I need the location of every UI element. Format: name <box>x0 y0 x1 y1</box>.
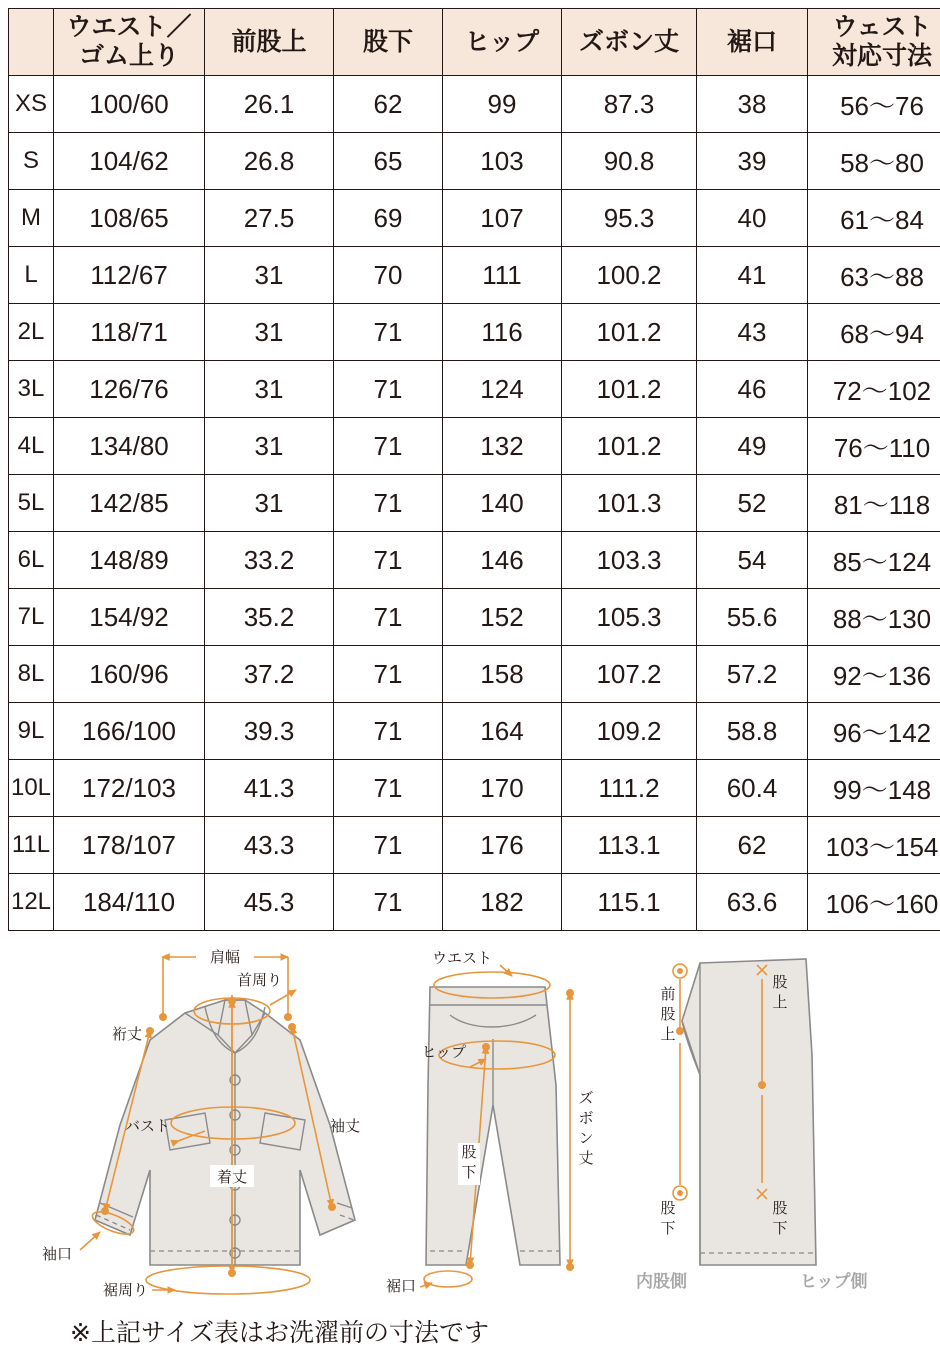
cell-rise: 31 <box>205 247 334 304</box>
cell-rise: 35.2 <box>205 589 334 646</box>
header-size-corner <box>9 9 54 76</box>
cell-rise: 37.2 <box>205 646 334 703</box>
cell-length: 90.8 <box>562 133 697 190</box>
cell-waist: 154/92 <box>54 589 205 646</box>
header-hip: ヒップ <box>443 9 562 76</box>
cell-hip: 124 <box>443 361 562 418</box>
size-table <box>8 8 940 931</box>
table-row <box>9 760 940 817</box>
cell-hip: 116 <box>443 304 562 361</box>
header-inseam: 股下 <box>334 9 443 76</box>
label-inseam-low-2: 下 <box>772 1220 788 1237</box>
cell-waist: 178/107 <box>54 817 205 874</box>
cell-hip: 140 <box>443 475 562 532</box>
cell-hem: 58.8 <box>697 703 808 760</box>
cell-hem: 57.2 <box>697 646 808 703</box>
table-row <box>9 874 940 931</box>
row-size-label: S <box>9 133 54 190</box>
cell-waist: 184/110 <box>54 874 205 931</box>
cell-inseam: 71 <box>334 361 443 418</box>
cell-hem: 54 <box>697 532 808 589</box>
measurement-diagram <box>0 935 940 1355</box>
table-row <box>9 418 940 475</box>
label-yuki-length: 裄丈 <box>112 1026 143 1043</box>
header-front-rise: 前股上 <box>205 9 334 76</box>
measurement-illustration-section <box>0 935 940 1355</box>
cell-inseam: 62 <box>334 76 443 133</box>
cell-waist: 148/89 <box>54 532 205 589</box>
row-size-label: 8L <box>9 646 54 703</box>
header-waist <box>54 9 205 76</box>
cell-rise: 43.3 <box>205 817 334 874</box>
cell-length: 103.3 <box>562 532 697 589</box>
cell-waist: 172/103 <box>54 760 205 817</box>
row-size-label: XS <box>9 76 54 133</box>
cell-length: 107.2 <box>562 646 697 703</box>
cell-waist: 100/60 <box>54 76 205 133</box>
cell-hem: 63.6 <box>697 874 808 931</box>
table-row <box>9 133 940 190</box>
cell-rise: 39.3 <box>205 703 334 760</box>
cell-fit: 61〜84 <box>808 190 940 247</box>
cell-inseam: 70 <box>334 247 443 304</box>
row-size-label: 7L <box>9 589 54 646</box>
label-front-rise-2: 股 <box>660 1006 676 1023</box>
cell-inseam: 69 <box>334 190 443 247</box>
cell-hip: 164 <box>443 703 562 760</box>
cell-length: 115.1 <box>562 874 697 931</box>
jacket-illustration <box>42 945 360 1299</box>
table-row <box>9 304 940 361</box>
cell-rise: 31 <box>205 361 334 418</box>
row-size-label: 5L <box>9 475 54 532</box>
cell-fit: 63〜88 <box>808 247 940 304</box>
label-rise-top-2: 上 <box>772 994 788 1011</box>
cell-fit: 58〜80 <box>808 133 940 190</box>
cell-hip: 111 <box>443 247 562 304</box>
cell-length: 101.2 <box>562 304 697 361</box>
label-hem-round: 裾周り <box>102 1282 148 1299</box>
header-waist-fit-line1: ウェスト <box>832 13 932 42</box>
size-table-head <box>9 9 940 76</box>
cell-length: 101.2 <box>562 361 697 418</box>
label-bust: バスト <box>124 1118 170 1135</box>
cell-hem: 62 <box>697 817 808 874</box>
label-inner-thigh-side: 内股側 <box>636 1272 687 1291</box>
cell-rise: 26.1 <box>205 76 334 133</box>
row-size-label: 4L <box>9 418 54 475</box>
cell-hip: 158 <box>443 646 562 703</box>
table-row <box>9 361 940 418</box>
cell-fit: 92〜136 <box>808 646 940 703</box>
cell-hip: 99 <box>443 76 562 133</box>
cell-fit: 96〜142 <box>808 703 940 760</box>
cell-waist: 166/100 <box>54 703 205 760</box>
cell-length: 109.2 <box>562 703 697 760</box>
table-row <box>9 703 940 760</box>
cell-inseam: 71 <box>334 589 443 646</box>
cell-waist: 134/80 <box>54 418 205 475</box>
cell-hip: 107 <box>443 190 562 247</box>
cell-inseam: 71 <box>334 418 443 475</box>
cell-hip: 176 <box>443 817 562 874</box>
label-pants-length-4: 丈 <box>578 1150 594 1167</box>
cell-waist: 112/67 <box>54 247 205 304</box>
cell-rise: 31 <box>205 418 334 475</box>
cell-fit: 68〜94 <box>808 304 940 361</box>
cell-waist: 126/76 <box>54 361 205 418</box>
cell-waist: 104/62 <box>54 133 205 190</box>
cell-length: 111.2 <box>562 760 697 817</box>
cell-inseam: 71 <box>334 304 443 361</box>
row-size-label: 3L <box>9 361 54 418</box>
header-waist-line2: ゴム上り <box>78 42 179 70</box>
cell-hip: 103 <box>443 133 562 190</box>
cell-length: 100.2 <box>562 247 697 304</box>
cell-length: 105.3 <box>562 589 697 646</box>
cell-length: 95.3 <box>562 190 697 247</box>
rise-detail-illustration <box>636 959 868 1291</box>
cell-fit: 88〜130 <box>808 589 940 646</box>
cell-hem: 43 <box>697 304 808 361</box>
table-row <box>9 646 940 703</box>
cell-rise: 27.5 <box>205 190 334 247</box>
table-row <box>9 589 940 646</box>
label-rise-top-1: 股 <box>772 974 788 991</box>
label-pants-hem: 裾口 <box>385 1278 416 1295</box>
cell-rise: 26.8 <box>205 133 334 190</box>
cell-hem: 49 <box>697 418 808 475</box>
cell-hip: 132 <box>443 418 562 475</box>
cell-inseam: 71 <box>334 817 443 874</box>
row-size-label: M <box>9 190 54 247</box>
note-text: ※上記サイズ表はお洗濯前の寸法です <box>70 1319 489 1347</box>
cell-length: 101.2 <box>562 418 697 475</box>
label-pants-hip: ヒップ <box>421 1044 466 1061</box>
cell-inseam: 71 <box>334 475 443 532</box>
label-shoulder-width: 肩幅 <box>209 949 241 966</box>
row-size-label: 12L <box>9 874 54 931</box>
header-waist-fit <box>808 9 940 76</box>
table-row <box>9 190 940 247</box>
cell-inseam: 71 <box>334 532 443 589</box>
cell-hem: 40 <box>697 190 808 247</box>
cell-fit: 81〜118 <box>808 475 940 532</box>
cell-inseam: 71 <box>334 874 443 931</box>
row-size-label: L <box>9 247 54 304</box>
row-size-label: 2L <box>9 304 54 361</box>
size-table-header-row <box>9 9 940 76</box>
label-rise-low-2: 下 <box>660 1220 676 1237</box>
label-pants-length-1: ズ <box>578 1090 594 1107</box>
cell-fit: 56〜76 <box>808 76 940 133</box>
cell-hip: 146 <box>443 532 562 589</box>
cell-fit: 85〜124 <box>808 532 940 589</box>
cell-length: 113.1 <box>562 817 697 874</box>
label-inseam-low-1: 股 <box>772 1200 788 1217</box>
label-pants-inseam-1: 股 <box>461 1144 477 1161</box>
row-size-label: 6L <box>9 532 54 589</box>
pants-illustration <box>386 950 594 1295</box>
cell-inseam: 71 <box>334 703 443 760</box>
label-pants-length-3: ン <box>578 1130 594 1147</box>
cell-waist: 108/65 <box>54 190 205 247</box>
label-rise-low-1: 股 <box>660 1200 676 1217</box>
cell-rise: 31 <box>205 304 334 361</box>
cell-waist: 160/96 <box>54 646 205 703</box>
row-size-label: 9L <box>9 703 54 760</box>
label-pants-waist: ウエスト <box>431 950 493 967</box>
label-front-rise-1: 前 <box>660 986 676 1003</box>
header-waist-fit-line2: 対応寸法 <box>831 42 932 70</box>
row-size-label: 11L <box>9 817 54 874</box>
cell-waist: 142/85 <box>54 475 205 532</box>
cell-inseam: 65 <box>334 133 443 190</box>
label-cuff: 袖口 <box>42 1246 73 1263</box>
cell-hem: 41 <box>697 247 808 304</box>
size-table-body <box>9 76 940 931</box>
table-row <box>9 247 940 304</box>
table-row <box>9 817 940 874</box>
cell-rise: 45.3 <box>205 874 334 931</box>
cell-hem: 60.4 <box>697 760 808 817</box>
cell-length: 101.3 <box>562 475 697 532</box>
cell-hip: 182 <box>443 874 562 931</box>
row-size-label: 10L <box>9 760 54 817</box>
cell-inseam: 71 <box>334 646 443 703</box>
label-hip-side: ヒップ側 <box>800 1272 868 1291</box>
label-body-length: 着丈 <box>216 1169 248 1186</box>
label-pants-inseam-2: 下 <box>461 1164 477 1181</box>
cell-hem: 52 <box>697 475 808 532</box>
table-row <box>9 475 940 532</box>
label-front-rise-3: 上 <box>660 1026 676 1043</box>
cell-inseam: 71 <box>334 760 443 817</box>
cell-rise: 41.3 <box>205 760 334 817</box>
label-neck-girth: 首周り <box>237 972 283 989</box>
cell-rise: 31 <box>205 475 334 532</box>
cell-hem: 55.6 <box>697 589 808 646</box>
cell-fit: 99〜148 <box>808 760 940 817</box>
header-hem: 裾口 <box>697 9 808 76</box>
cell-hem: 39 <box>697 133 808 190</box>
cell-fit: 72〜102 <box>808 361 940 418</box>
cell-hem: 46 <box>697 361 808 418</box>
label-pants-length-2: ボ <box>578 1110 594 1127</box>
cell-hem: 38 <box>697 76 808 133</box>
cell-hip: 170 <box>443 760 562 817</box>
cell-waist: 118/71 <box>54 304 205 361</box>
label-sleeve-length: 袖丈 <box>330 1118 361 1135</box>
cell-hip: 152 <box>443 589 562 646</box>
table-row <box>9 76 940 133</box>
header-pants-length: ズボン丈 <box>562 9 697 76</box>
table-row <box>9 532 940 589</box>
cell-fit: 106〜160 <box>808 874 940 931</box>
cell-fit: 103〜154 <box>808 817 940 874</box>
header-waist-line1: ウエスト／ <box>66 13 192 42</box>
cell-length: 87.3 <box>562 76 697 133</box>
cell-rise: 33.2 <box>205 532 334 589</box>
cell-fit: 76〜110 <box>808 418 940 475</box>
